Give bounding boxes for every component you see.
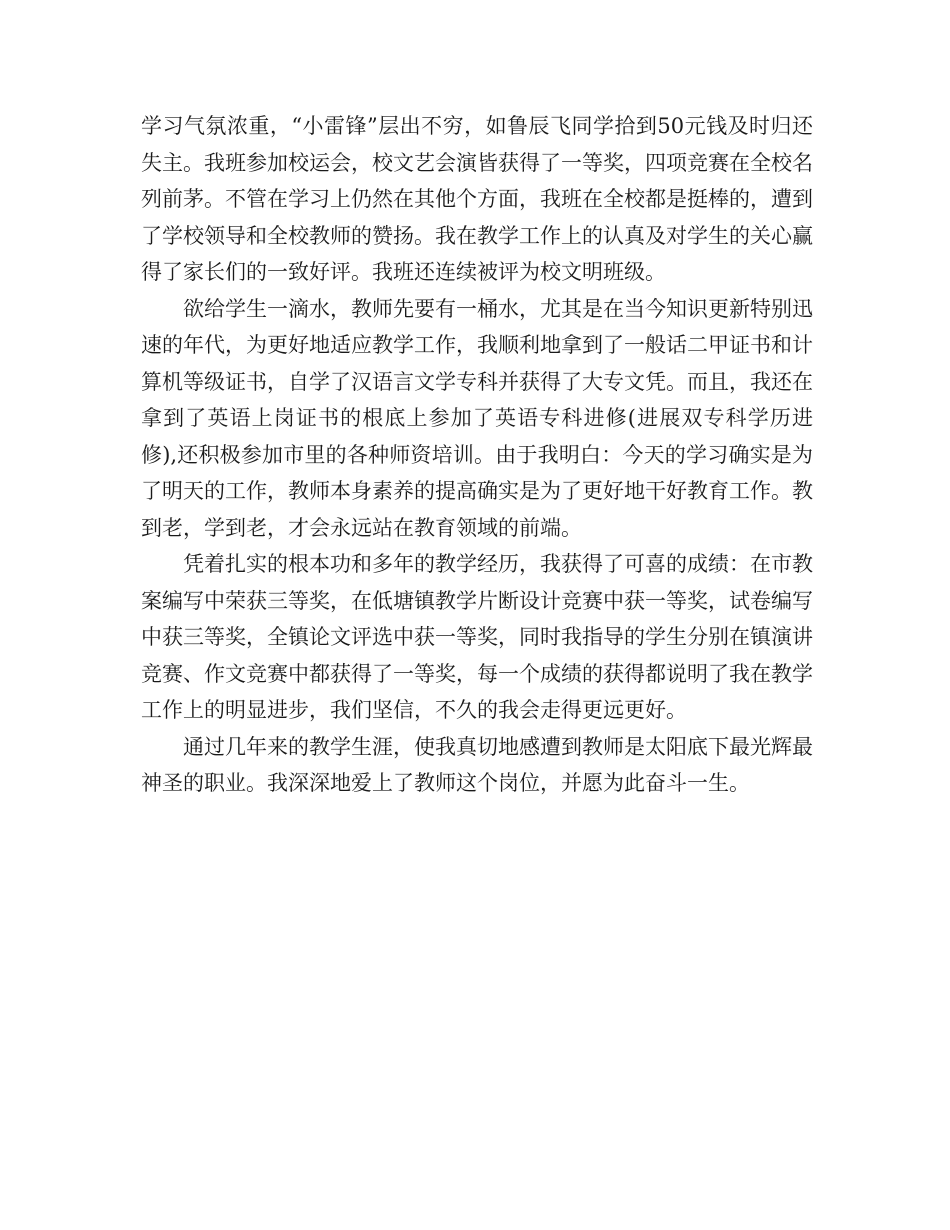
- paragraph-self-study: 欲给学生一滴水，教师先要有一桶水，尤其是在当今知识更新特别迅速的年代，为更好地适应教学工作，我顺利地拿到了一般话二甲证书和计算机等级证书，自学了汉语言文学专科并获得了大专文凭。而且，我还在拿到了英语上岗证书的根底上参加了英语专科进修(进展双专科学历进修),还积极参加市里的各种师资培训。由于我明白：今天的学习确实是为了明天的工作，教师本身素养的提高确实是为了更好地干好教育工作。教到老，学到老，才会永远站在教育领域的前端。: [141, 296, 813, 540]
- paragraph-continued: 学习气氛浓重，“小雷锋”层出不穷，如鲁辰飞同学拾到50元钱及时归还失主。我班参加校运会，校文艺会演皆获得了一等奖，四项竞赛在全校名列前茅。不管在学习上仍然在其他个方面，我班在全校都是挺棒的，遭到了学校领导和全校教师的赞扬。我在教学工作上的认真及对学生的关心赢得了家长们的一致好评。我班还连续被评为校文明班级。: [141, 114, 813, 284]
- paragraph-achievements: 凭着扎实的根本功和多年的教学经历，我获得了可喜的成绩：在市教案编写中荣获三等奖，在低塘镇教学片断设计竞赛中获一等奖，试卷编写中获三等奖，全镇论文评选中获一等奖，同时我指导的学生分别在镇演讲竞赛、作文竞赛中都获得了一等奖，每一个成绩的获得都说明了我在教学工作上的明显进步，我们坚信，不久的我会走得更远更好。: [141, 552, 813, 722]
- paragraph-conclusion: 通过几年来的教学生涯，使我真切地感遭到教师是太阳底下最光辉最神圣的职业。我深深地爱上了教师这个岗位，并愿为此奋斗一生。: [141, 734, 813, 795]
- document-body: [141, 108, 813, 802]
